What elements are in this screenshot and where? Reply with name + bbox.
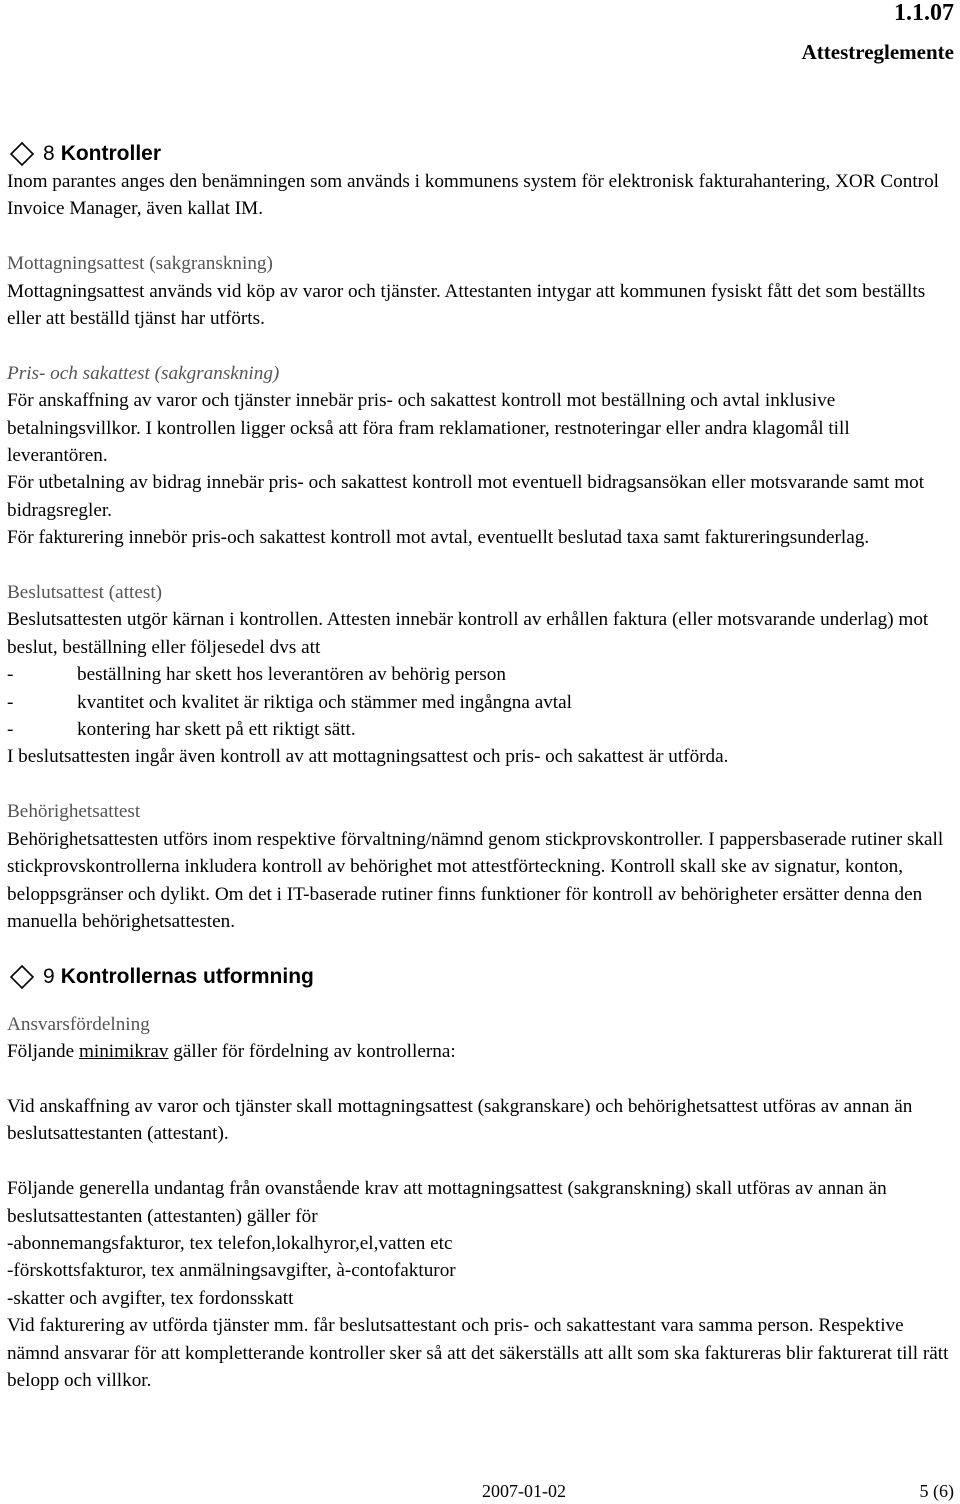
bullet-dash: - xyxy=(7,664,14,686)
ansvar-text-pre: Följande xyxy=(7,1041,79,1063)
footer-page-number: 5 (6) xyxy=(919,1481,954,1501)
pris-paragraph-1: För anskaffning av varor och tjänster innebär pris- och sakattest kontroll mot beställning och avtal inklusive betalningsvillkor. I kontrollen ligger också att föra fram reklamationer, restnoteringar eller andra klagomål till leverantören. xyxy=(7,390,850,467)
pris-heading: Pris- och sakattest (sakgranskning) xyxy=(7,362,280,384)
footer-date: 2007-01-02 xyxy=(482,1481,566,1501)
list-item xyxy=(7,716,952,743)
paragraph-fakturering: Vid fakturering av utförda tjänster mm. får beslutsattestant och pris- och sakattestant vara samma person. Respektive nämnd ansvarar för att kompletterande kontroller sker så att det säkerställs att allt som ska faktureras blir fakturerat till rätt belopp och villkor. xyxy=(7,1315,949,1391)
minimikrav-underlined: minimikrav xyxy=(78,1041,169,1063)
list-item: -skatter och avgifter, tex fordonsskatt xyxy=(7,1287,294,1309)
mottagning-paragraph: Mottagningsattest används vid köp av varor och tjänster. Attestanten intygar att kommunen fysiskt fått det som beställts eller att beställd tjänst har utförts. xyxy=(7,280,926,330)
paragraph-anskaffning: Vid anskaffning av varor och tjänster skall mottagningsattest (sakgranskare) och behörighetsattest utföras av annan än beslutsattestanten (attestant). xyxy=(7,1095,913,1145)
document-title: Attestreglemente xyxy=(801,40,954,64)
list-item-text: kontering har skett på ett riktigt sätt. xyxy=(77,719,356,741)
list-item: -förskottsfakturor, tex anmälningsavgifter, à-contofakturor xyxy=(7,1260,456,1282)
document-body xyxy=(7,140,952,1394)
intro-paragraph: Inom parantes anges den benämningen som används i kommunens system för elektronisk fakturahantering, XOR Control Invoice Manager, även kallat IM. xyxy=(7,171,939,220)
list-item xyxy=(7,689,952,716)
section-number: 9 xyxy=(43,964,55,988)
ansvar-heading: Ansvarsfördelning xyxy=(7,1013,150,1035)
ansvar-paragraph xyxy=(7,1038,952,1065)
pris-paragraph-2: För utbetalning av bidrag innebär pris- och sakattest kontroll mot eventuell bidragsansökan eller motsvarande samt mot bidragsregler. xyxy=(7,472,925,521)
behorighet-paragraph: Behörighetsattesten utförs inom respektive förvaltning/nämnd genom stickprovskontroller. I pappersbaserade rutiner skall stickprovskontrollerna inkludera kontroll av behörighet mot attestförteckning. Kontroll skall ske av signatur, konton, beloppsgränser och dylikt. Om det i IT-baserade rutiner finns funktioner för kontroll av behörigheter ersätter denna den manuella behörighetsattesten. xyxy=(7,828,944,932)
ansvar-text-post: gäller för fördelning av kontrollerna: xyxy=(168,1041,456,1063)
list-item-text: beställning har skett hos leverantören av behörig person xyxy=(77,664,506,686)
beslut-heading: Beslutsattest (attest) xyxy=(7,582,163,604)
diamond-bullet-icon xyxy=(7,963,37,991)
section-title: Kontroller xyxy=(60,142,162,165)
section-9-heading xyxy=(7,963,952,991)
bullet-dash: - xyxy=(7,719,14,741)
beslut-paragraph-2: I beslutsattesten ingår även kontroll av att mottagningsattest och pris- och sakattest är utförda. xyxy=(7,746,729,768)
behorighet-heading: Behörighetsattest xyxy=(7,801,141,823)
section-8-heading xyxy=(7,140,952,168)
list-item xyxy=(7,661,952,688)
section-title: Kontrollernas utformning xyxy=(60,964,314,988)
paragraph-undantag: Följande generella undantag från ovanstående krav att mottagningsattest (sakgranskning) skall utföras av annan än beslutsattestanten (attestanten) gäller för xyxy=(7,1178,887,1227)
bullet-dash: - xyxy=(7,691,14,713)
mottagning-heading: Mottagningsattest (sakgranskning) xyxy=(7,253,273,275)
list-item: -abonnemangsfakturor, tex telefon,lokalhyror,el,vatten etc xyxy=(7,1232,453,1254)
document-number: 1.1.07 xyxy=(894,0,954,26)
section-number: 8 xyxy=(43,142,55,165)
list-item-text: kvantitet och kvalitet är riktiga och stämmer med ingångna avtal xyxy=(77,691,572,713)
pris-paragraph-3: För fakturering innebör pris-och sakattest kontroll mot avtal, eventuellt beslutad taxa samt faktureringsunderlag. xyxy=(7,527,870,549)
beslut-paragraph: Beslutsattesten utgör kärnan i kontrollen. Attesten innebär kontroll av erhållen faktura (eller motsvarande underlag) mot beslut, beställning eller följesedel dvs att xyxy=(7,609,929,658)
diamond-bullet-icon xyxy=(7,140,37,168)
